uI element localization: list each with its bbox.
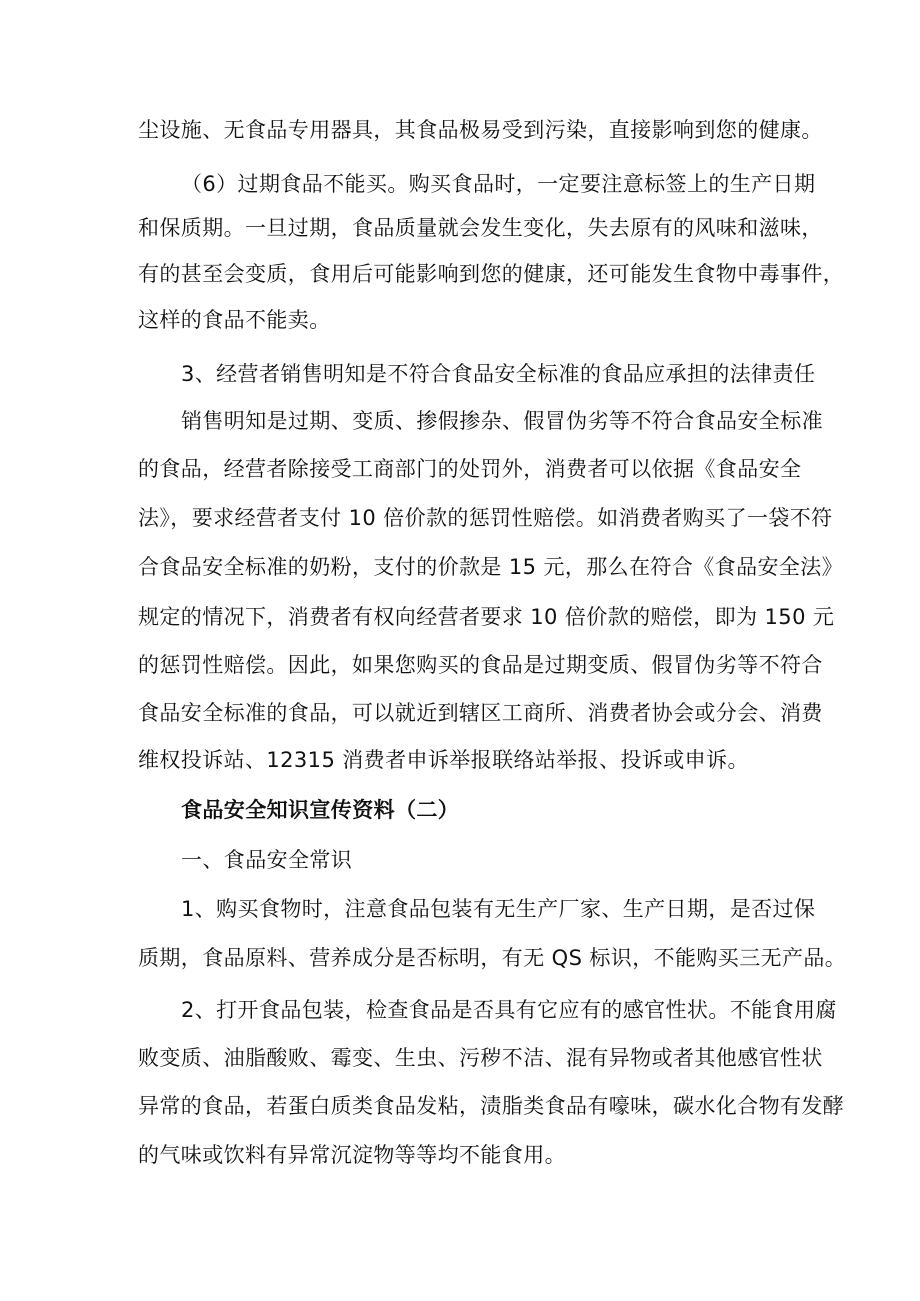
paragraph-line-9: 合食品安全标准的奶粉，支付的价款是 15 元，那么在符合《食品安全法》 — [138, 555, 844, 579]
paragraph-line-8: 法》，要求经营者支付 10 倍价款的惩罚性赔偿。如消费者购买了一袋不符 — [138, 506, 833, 530]
section-heading-food-safety-knowledge: 一、食品安全常识 — [181, 848, 353, 872]
paragraph-line-14: 1、购买食物时，注意食品包装有无生产厂家、生产日期，是否过保 — [181, 897, 816, 921]
paragraph-line-16: 2、打开食品包装，检查食品是否具有它应有的感官性状。不能食用腐 — [181, 998, 837, 1022]
paragraph-line-5: 这样的食品不能卖。 — [138, 308, 331, 332]
paragraph-line-11: 的惩罚性赔偿。因此，如果您购买的食品是过期变质、假冒伪劣等不符合 — [138, 653, 823, 677]
paragraph-line-18: 异常的食品，若蛋白质类食品发粘，渍脂类食品有嚎味，碳水化合物有发酵 — [138, 1094, 845, 1118]
section-heading-legal-liability: 3、经营者销售明知是不符合食品安全标准的食品应承担的法律责任 — [181, 362, 816, 386]
paragraph-line-10: 规定的情况下，消费者有权向经营者要求 10 倍价款的赔偿，即为 150 元 — [138, 605, 835, 629]
paragraph-line-13: 维权投诉站、12315 消费者申诉举报联络站举报、投诉或申诉。 — [138, 748, 749, 772]
paragraph-line-4: 有的甚至会变质，食用后可能影响到您的健康，还可能发生食物中毒事件， — [138, 262, 845, 286]
paragraph-line-15: 质期，食品原料、营养成分是否标明，有无 QS 标识，不能购买三无产品。 — [138, 946, 847, 970]
paragraph-line-2: （6）过期食品不能买。购买食品时，一定要注意标签上的生产日期 — [181, 172, 816, 196]
paragraph-line-1: 尘设施、无食品专用器具，其食品极易受到污染，直接影响到您的健康。 — [138, 118, 823, 142]
paragraph-line-19: 的气味或饮料有异常沉淀物等等均不能食用。 — [138, 1143, 566, 1167]
paragraph-line-12: 食品安全标准的食品，可以就近到辖区工商所、消费者协会或分会、消费 — [138, 701, 823, 725]
paragraph-line-3: 和保质期。一旦过期，食品质量就会发生变化，失去原有的风味和滋味， — [138, 216, 823, 240]
paragraph-line-17: 败变质、油脂酸败、霉变、生虫、污秽不洁、混有异物或者其他感官性状 — [138, 1046, 823, 1070]
paragraph-line-6: 销售明知是过期、变质、掺假掺杂、假冒伪劣等不符合食品安全标准 — [181, 409, 823, 433]
paragraph-line-7: 的食品，经营者除接受工商部门的处罚外，消费者可以依据《食品安全 — [138, 457, 802, 481]
document-section-title: 食品安全知识宣传资料（二） — [181, 798, 460, 822]
